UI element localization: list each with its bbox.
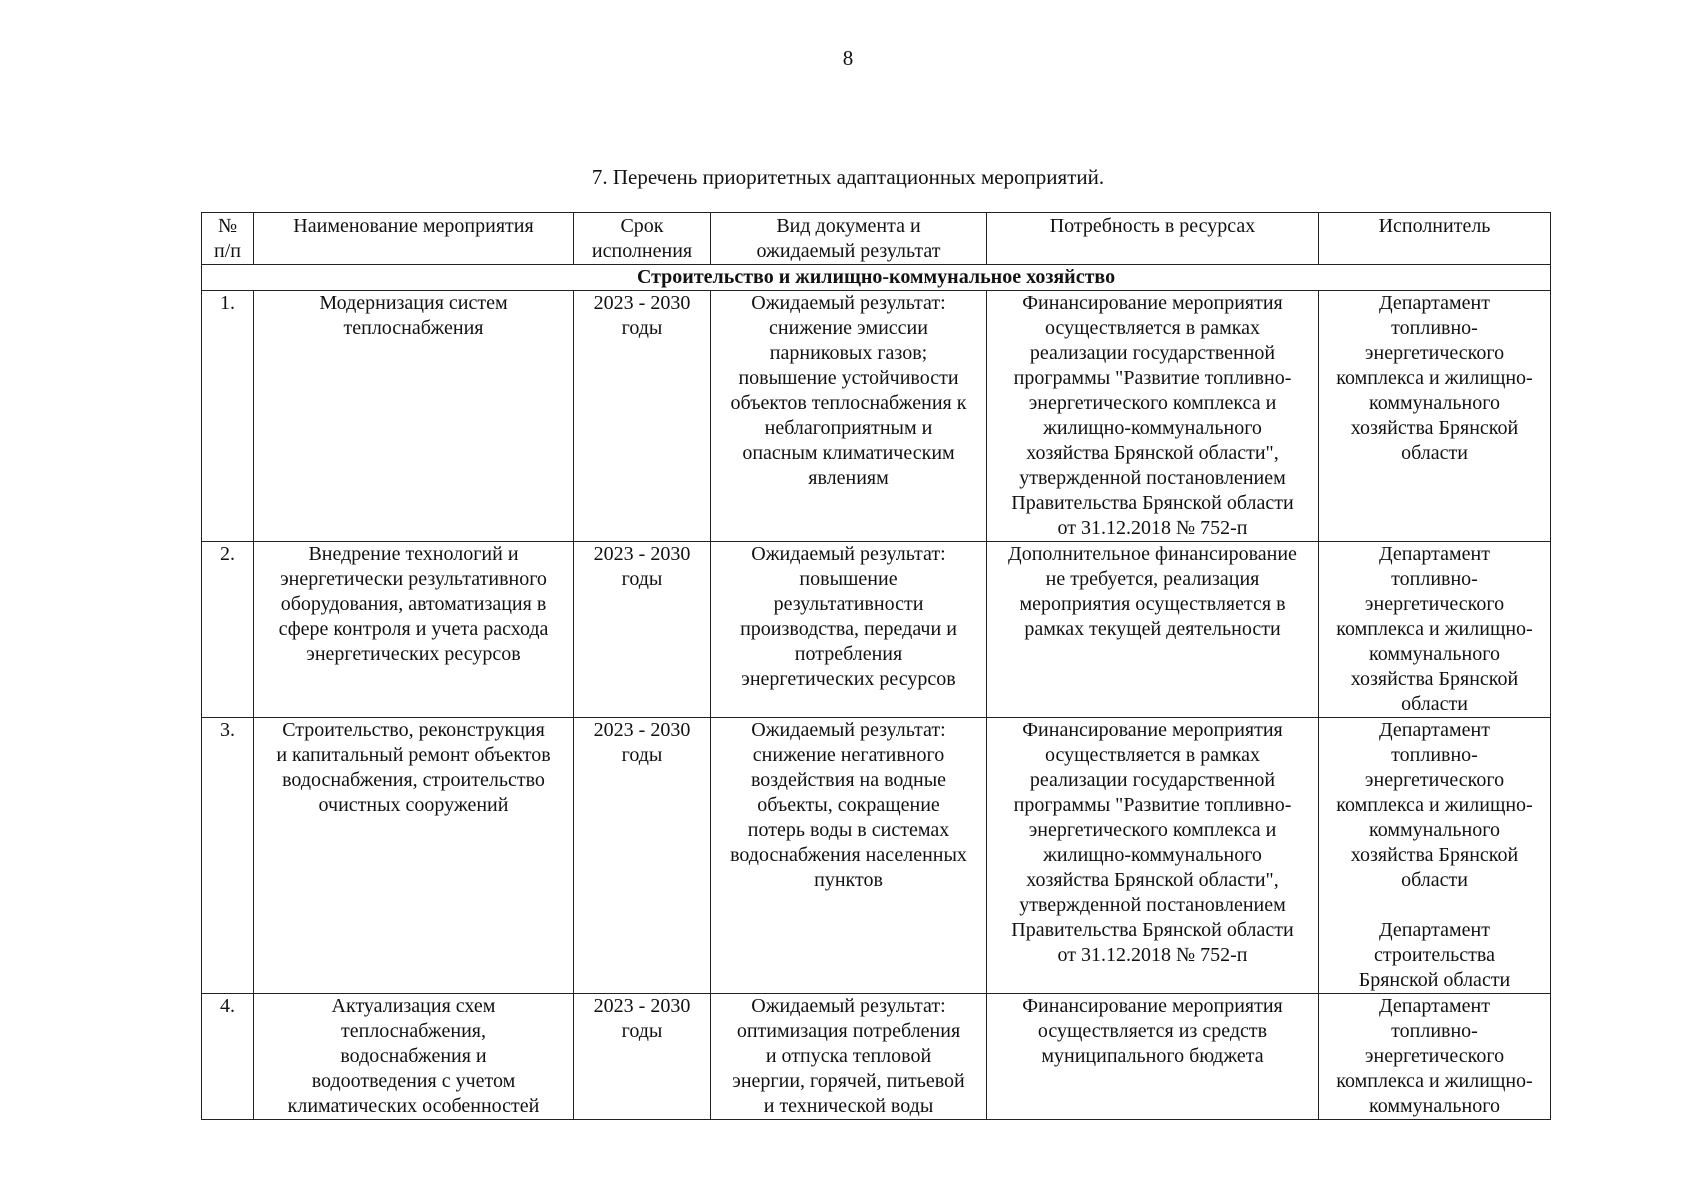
header-resources: Потребность в ресурсах bbox=[987, 213, 1319, 265]
row-num: 1. bbox=[202, 291, 254, 542]
header-result: Вид документа и ожидаемый результат bbox=[711, 213, 987, 265]
row-num: 3. bbox=[202, 718, 254, 994]
row-term: 2023 - 2030 годы bbox=[574, 291, 711, 542]
table-row bbox=[202, 994, 1551, 1120]
row-resources: Дополнительное финансирование не требуется, реализация мероприятия осуществляется в рамках текущей деятельности bbox=[987, 542, 1319, 718]
row-result: Ожидаемый результат: снижение эмиссии парниковых газов; повышение устойчивости объектов теплоснабжения к неблагоприятным и опасным климатическим явлениям bbox=[711, 291, 987, 542]
header-num: № п/п bbox=[202, 213, 254, 265]
row-executor: Департамент топливно- энергетического комплекса и жилищно- коммунального хозяйства Брянской области bbox=[1319, 291, 1551, 542]
row-name: Актуализация схем теплоснабжения, водоснабжения и водоотведения с учетом климатических особенностей bbox=[254, 994, 574, 1120]
group-row bbox=[202, 265, 1551, 291]
row-name: Модернизация систем теплоснабжения bbox=[254, 291, 574, 542]
row-resources: Финансирование мероприятия осуществляется в рамках реализации государственной программы "Развитие топливно- энергетического комплекса и жилищно-коммунального хозяйства Брянской области", утвержденной постановлением Правительства Брянской области от 31.12.2018 № 752-п bbox=[987, 291, 1319, 542]
row-executor: Департамент топливно- энергетического комплекса и жилищно- коммунального bbox=[1319, 994, 1551, 1120]
table-row bbox=[202, 291, 1551, 542]
row-term: 2023 - 2030 годы bbox=[574, 718, 711, 994]
header-term: Срок исполнения bbox=[574, 213, 711, 265]
row-name: Строительство, реконструкция и капитальный ремонт объектов водоснабжения, строительство очистных сооружений bbox=[254, 718, 574, 994]
section-title: 7. Перечень приоритетных адаптационных мероприятий. bbox=[591, 165, 1105, 189]
row-term: 2023 - 2030 годы bbox=[574, 994, 711, 1120]
row-executor: Департамент топливно- энергетического комплекса и жилищно- коммунального хозяйства Брянской области Департамент строительства Брянской области bbox=[1319, 718, 1551, 994]
header-executor: Исполнитель bbox=[1319, 213, 1551, 265]
row-result: Ожидаемый результат: повышение результативности производства, передачи и потребления энергетических ресурсов bbox=[711, 542, 987, 718]
table-row bbox=[202, 718, 1551, 994]
row-name: Внедрение технологий и энергетически результативного оборудования, автоматизация в сфере контроля и учета расхода энергетических ресурсов bbox=[254, 542, 574, 718]
table-header-row bbox=[202, 213, 1551, 265]
group-title: Строительство и жилищно-коммунальное хозяйство bbox=[202, 265, 1551, 291]
row-resources: Финансирование мероприятия осуществляется в рамках реализации государственной программы "Развитие топливно- энергетического комплекса и жилищно-коммунального хозяйства Брянской области", утвержденной постановлением Правительства Брянской области от 31.12.2018 № 752-п bbox=[987, 718, 1319, 994]
row-term: 2023 - 2030 годы bbox=[574, 542, 711, 718]
row-resources: Финансирование мероприятия осуществляется из средств муниципального бюджета bbox=[987, 994, 1319, 1120]
page-number: 8 bbox=[842, 46, 854, 70]
measures-table bbox=[201, 212, 1551, 1120]
row-result: Ожидаемый результат: оптимизация потребления и отпуска тепловой энергии, горячей, питьевой и технической воды bbox=[711, 994, 987, 1120]
row-result: Ожидаемый результат: снижение негативного воздействия на водные объекты, сокращение потерь воды в системах водоснабжения населенных пунктов bbox=[711, 718, 987, 994]
row-num: 4. bbox=[202, 994, 254, 1120]
row-executor: Департамент топливно- энергетического комплекса и жилищно- коммунального хозяйства Брянской области bbox=[1319, 542, 1551, 718]
row-num: 2. bbox=[202, 542, 254, 718]
header-name: Наименование мероприятия bbox=[254, 213, 574, 265]
table-row bbox=[202, 542, 1551, 718]
